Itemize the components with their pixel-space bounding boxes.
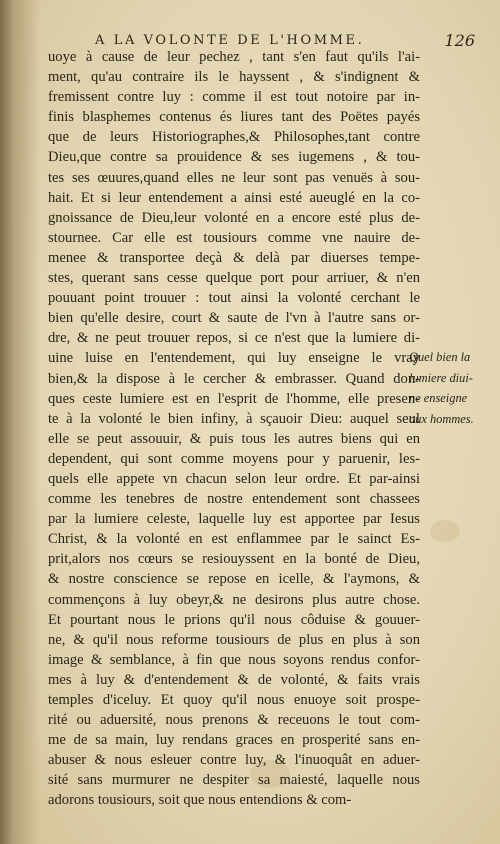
text-line: stes, querant sans cesse quelque port pour arriuer, & n'en <box>48 270 420 287</box>
text-line: dre, & ne peut trouuer repos, si ce n'est que la lumiere di- <box>48 330 420 347</box>
text-line: Christ, & la volonté en est enflammee par le sainct Es- <box>48 531 420 548</box>
text-line: Dieu,que contre sa prouidence & ses iugemens , & tou- <box>48 149 420 166</box>
margin-note <box>409 347 499 429</box>
margin-note-line: aux hommes. <box>409 411 474 426</box>
text-line: uoye à cause de leur pechez , tant s'en faut qu'ils l'ai- <box>48 49 420 65</box>
text-line: temples d'iceluy. Et quoy qu'il nous enuoye soit prospe- <box>48 692 420 708</box>
text-line: comme les tenebres de nostre entendement sont chassees <box>48 491 420 508</box>
text-line: sité sans murmurer ne despiter sa maiesté, laquelle nous <box>48 772 420 789</box>
text-line: elle se peut assouuir, & puis tous les autres biens qui en <box>48 430 420 447</box>
body-text <box>48 47 420 811</box>
text-line: abuser & nous esleuer contre luy, & l'inuoquât en aduer- <box>48 752 420 769</box>
text-line: ques ceste lumiere est en l'esprit de l'homme, elle presen- <box>48 390 420 407</box>
page-number: 126 <box>444 31 475 50</box>
text-line: image & semblance, à fin que nous soyons rendus confor- <box>48 651 420 668</box>
text-line: menee & transportee deçà & delà par diuerses tempe- <box>48 249 420 266</box>
text-line: bien,& la dispose à le cercher & embrasser. Quand don- <box>48 370 420 387</box>
text-line: pouuant point trouuer : tout ainsi la volonté cerchant le <box>48 290 420 307</box>
margin-note-line: lumiere diui- <box>409 370 473 385</box>
text-line: Et pourtant nous le prions qu'il nous côduise & gouuer- <box>48 611 420 628</box>
text-line: que de leurs Historiographes,& Philosophes,tant contre <box>48 129 420 146</box>
text-line: par la lumiere celeste, laquelle luy est apportee par Iesus <box>48 511 420 528</box>
text-line: ne, & qu'il nous reforme tousiours de plus en plus à son <box>48 631 420 648</box>
text-line: adorons tousiours, soit que nous entendions & com- <box>48 792 352 809</box>
text-line: tes ses œuures,quand elles ne leur sont pas venuës à sou- <box>48 169 420 186</box>
text-line: fremissent contre luy : comme il est tout notoire par in- <box>48 89 420 106</box>
text-line: quels elle appete vn chacun selon leur ordre. Et par-ainsi <box>48 470 420 487</box>
text-line: mes à luy & d'entendement & de volonté, & faits vrais <box>48 671 420 688</box>
text-line: rité ou aduersité, nous prenons & receuons le tout com- <box>48 712 420 729</box>
text-line: ment, qu'au contraire ils le hayssent , & s'indignent & <box>48 69 420 86</box>
text-line: hait. Et si leur entendement a ainsi esté aueuglé en la co- <box>48 189 420 206</box>
text-line: commençons à luy obeyr,& ne desirons plus autre chose. <box>48 591 420 608</box>
text-line: bien qu'elle desire, court & saute de l'vn à l'autre sans or- <box>48 310 420 327</box>
text-line: te à la volonté le bien infiny, à sçauoir Dieu: auquel seul <box>48 410 420 427</box>
margin-note-line: Quel bien la <box>409 350 471 364</box>
text-line: gnoissance de Dieu,leur volonté en a encore esté plus de- <box>48 209 420 226</box>
text-line: uine luise en l'entendement, qui luy enseigne le vray <box>48 350 420 367</box>
paper-stain <box>430 520 460 542</box>
text-line: & nostre conscience se repose en icelle, & l'aymons, & <box>48 571 420 588</box>
text-line: dependent, qui sont comme moyens pour y paruenir, les- <box>48 450 420 467</box>
text-line: prit,alors nos cœurs se resiouyssent en la bonté de Dieu, <box>48 551 420 568</box>
text-line: stournee. Car elle est tousiours comme vne nauire de- <box>48 229 420 246</box>
text-line: finis blasphemes contenus és liures tant des Poëtes payés <box>48 109 420 126</box>
running-title: A LA VOLONTE DE L'HOMME. <box>95 33 365 48</box>
binding-gutter <box>0 0 40 844</box>
margin-note-line: ne enseigne <box>409 391 468 405</box>
text-line: me de sa main, luy rendans graces en prosperité sans en- <box>48 732 420 749</box>
